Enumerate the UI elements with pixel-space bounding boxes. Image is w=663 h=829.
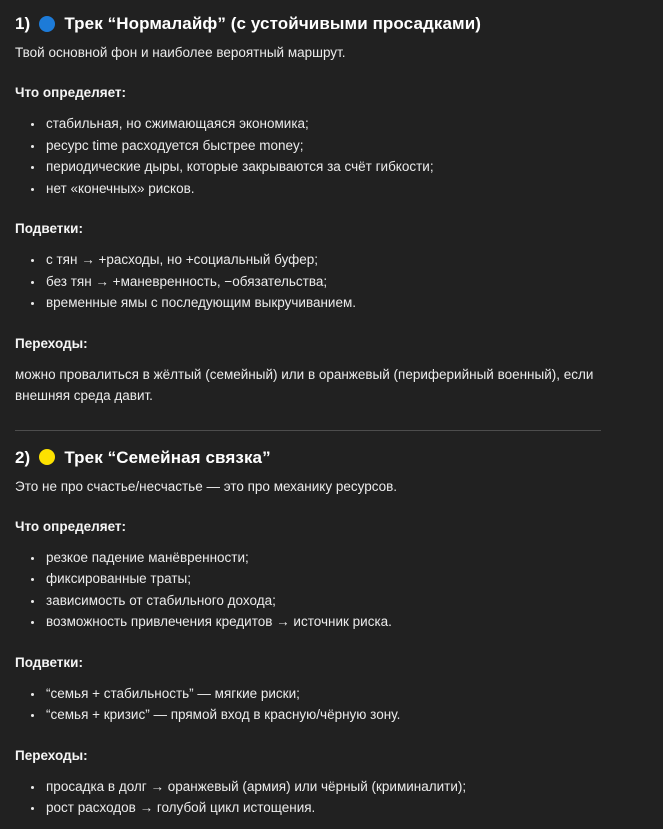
list-item: • “семья + кризис” — прямой вход в красную/чёрную зону. [44, 704, 601, 726]
list-item: • возможность привлечения кредитов → источник риска. [44, 611, 601, 633]
list-item: • ресурс time расходуется быстрее money; [44, 135, 601, 157]
section-number: 1) [15, 14, 31, 33]
section-title: Трек “Нормалайф” (с устойчивыми просадками) [64, 14, 482, 33]
section-heading [15, 446, 601, 469]
list-item: • временные ямы с последующим выкручиванием. [44, 292, 601, 314]
list-item: • “семья + стабильность” — мягкие риски; [44, 683, 601, 705]
list-item: • периодические дыры, которые закрываются за счёт гибкости; [44, 156, 601, 178]
track-section-normalife [15, 12, 601, 406]
defines-label: Что определяет: [15, 85, 127, 100]
list-item: • фиксированные траты; [44, 568, 601, 590]
branches-label: Подветки: [15, 654, 83, 670]
list-item: • нет «конечных» рисков. [44, 178, 601, 200]
track-section-family [15, 446, 601, 819]
section-heading [15, 12, 601, 35]
branches-list [15, 683, 601, 726]
list-item: • зависимость от стабильного дохода; [44, 590, 601, 612]
defines-list [15, 547, 601, 633]
list-item: • рост расходов → голубой цикл истощения. [44, 797, 601, 819]
branches-label: Подветки: [15, 221, 83, 236]
section-title: Трек “Семейная связка” [64, 447, 271, 467]
section-intro: Твой основной фон и наиболее вероятный маршрут. [15, 45, 346, 60]
defines-label: Что определяет: [15, 518, 127, 534]
list-item: • резкое падение манёвренности; [44, 547, 601, 569]
transitions-label: Переходы: [15, 335, 88, 351]
section-number: 2) [15, 447, 31, 467]
defines-list [15, 113, 601, 199]
list-item: • без тян → +маневренность, −обязательства; [44, 271, 601, 293]
branches-list [15, 249, 601, 314]
section-divider [15, 430, 601, 431]
yellow-circle-icon [39, 449, 55, 465]
blue-circle-icon [39, 16, 55, 32]
transitions-label: Переходы: [15, 747, 88, 763]
transitions-list [15, 776, 601, 819]
list-item: • стабильная, но сжимающаяся экономика; [44, 113, 601, 135]
list-item: • с тян → +расходы, но +социальный буфер; [44, 249, 601, 271]
list-item: • просадка в долг → оранжевый (армия) или чёрный (криминалити); [44, 776, 601, 798]
section-intro: Это не про счастье/несчастье — это про механику ресурсов. [15, 478, 398, 494]
transitions-text: можно провалиться в жёлтый (семейный) или в оранжевый (периферийный военный), если внешняя среда давит. [15, 366, 594, 403]
